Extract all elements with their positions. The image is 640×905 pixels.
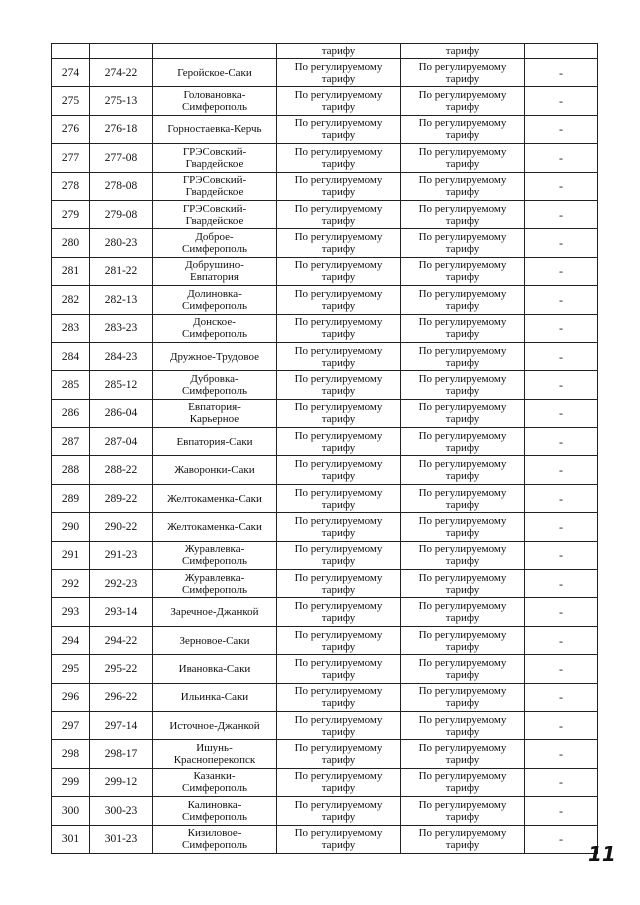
cell-tariff-1: По регулируемому тарифу bbox=[277, 342, 401, 370]
cell-code: 298-17 bbox=[90, 740, 153, 768]
cell-no: 293 bbox=[52, 598, 90, 626]
table-row bbox=[52, 570, 598, 598]
cell-route: Головановка- Симферополь bbox=[153, 87, 277, 115]
cell-route: Ивановка-Саки bbox=[153, 655, 277, 683]
cell-route: Горностаевка-Керчь bbox=[153, 115, 277, 143]
cell-tariff-1: По регулируемому тарифу bbox=[277, 797, 401, 825]
cell-tariff-1: По регулируемому тарифу bbox=[277, 428, 401, 456]
cell-tariff-1: тарифу bbox=[277, 44, 401, 59]
cell-no: 284 bbox=[52, 342, 90, 370]
cell-tariff-2: По регулируемому тарифу bbox=[401, 513, 525, 541]
table-row bbox=[52, 371, 598, 399]
cell-no: 295 bbox=[52, 655, 90, 683]
cell-note: - bbox=[525, 570, 598, 598]
cell-tariff-2: По регулируемому тарифу bbox=[401, 115, 525, 143]
cell-tariff-2: По регулируемому тарифу bbox=[401, 456, 525, 484]
cell-code: 281-22 bbox=[90, 257, 153, 285]
cell-route: Донское- Симферополь bbox=[153, 314, 277, 342]
cell-code: 293-14 bbox=[90, 598, 153, 626]
cell-tariff-2: По регулируемому тарифу bbox=[401, 87, 525, 115]
cell-tariff-1: По регулируемому тарифу bbox=[277, 740, 401, 768]
cell-no: 285 bbox=[52, 371, 90, 399]
cell-route: Журавлевка- Симферополь bbox=[153, 570, 277, 598]
cell-route: Желтокаменка-Саки bbox=[153, 484, 277, 512]
cell-tariff-1: По регулируемому тарифу bbox=[277, 541, 401, 569]
cell-note: - bbox=[525, 598, 598, 626]
cell-note: - bbox=[525, 484, 598, 512]
cell-no: 274 bbox=[52, 59, 90, 87]
cell-code: 288-22 bbox=[90, 456, 153, 484]
cell-tariff-2: По регулируемому тарифу bbox=[401, 314, 525, 342]
cell-tariff-2: По регулируемому тарифу bbox=[401, 484, 525, 512]
cell-route: Жаворонки-Саки bbox=[153, 456, 277, 484]
cell-tariff-1: По регулируемому тарифу bbox=[277, 172, 401, 200]
cell-no: 278 bbox=[52, 172, 90, 200]
cell-tariff-1: По регулируемому тарифу bbox=[277, 825, 401, 853]
cell-code: 300-23 bbox=[90, 797, 153, 825]
cell-route: Калиновка- Симферополь bbox=[153, 797, 277, 825]
cell-route: Дружное-Трудовое bbox=[153, 342, 277, 370]
table-row bbox=[52, 456, 598, 484]
cell-route: Добрушино- Евпатория bbox=[153, 257, 277, 285]
cell-code: 274-22 bbox=[90, 59, 153, 87]
cell-no: 282 bbox=[52, 286, 90, 314]
table-row bbox=[52, 825, 598, 853]
cell-no: 292 bbox=[52, 570, 90, 598]
cell-note: - bbox=[525, 371, 598, 399]
cell-route: Заречное-Джанкой bbox=[153, 598, 277, 626]
cell-tariff-1: По регулируемому тарифу bbox=[277, 399, 401, 427]
table-row bbox=[52, 484, 598, 512]
cell-no: 289 bbox=[52, 484, 90, 512]
cell-code: 275-13 bbox=[90, 87, 153, 115]
cell-route: Дубровка- Симферополь bbox=[153, 371, 277, 399]
cell-tariff-1: По регулируемому тарифу bbox=[277, 144, 401, 172]
cell-no: 277 bbox=[52, 144, 90, 172]
table-row bbox=[52, 598, 598, 626]
cell-tariff-2: По регулируемому тарифу bbox=[401, 172, 525, 200]
cell-route: Кизиловое- Симферополь bbox=[153, 825, 277, 853]
cell-note: - bbox=[525, 59, 598, 87]
cell-note: - bbox=[525, 172, 598, 200]
cell-code: 284-23 bbox=[90, 342, 153, 370]
cell-no: 275 bbox=[52, 87, 90, 115]
table-row bbox=[52, 144, 598, 172]
table-row bbox=[52, 59, 598, 87]
table-row bbox=[52, 229, 598, 257]
cell-no: 291 bbox=[52, 541, 90, 569]
cell-note: - bbox=[525, 399, 598, 427]
table-row bbox=[52, 655, 598, 683]
cell-code: 297-14 bbox=[90, 711, 153, 739]
cell-no: 294 bbox=[52, 626, 90, 654]
cell-no: 290 bbox=[52, 513, 90, 541]
cell-code: 282-13 bbox=[90, 286, 153, 314]
cell-tariff-2: По регулируемому тарифу bbox=[401, 740, 525, 768]
cell-no: 280 bbox=[52, 229, 90, 257]
cell-tariff-2: По регулируемому тарифу bbox=[401, 428, 525, 456]
cell-note: - bbox=[525, 768, 598, 796]
cell-tariff-1: По регулируемому тарифу bbox=[277, 513, 401, 541]
cell-route: Долиновка- Симферополь bbox=[153, 286, 277, 314]
cell-route bbox=[153, 44, 277, 59]
cell-note: - bbox=[525, 541, 598, 569]
cell-note: - bbox=[525, 456, 598, 484]
cell-note: - bbox=[525, 342, 598, 370]
cell-route: Евпатория- Карьерное bbox=[153, 399, 277, 427]
cell-tariff-2: По регулируемому тарифу bbox=[401, 768, 525, 796]
cell-note: - bbox=[525, 115, 598, 143]
cell-tariff-1: По регулируемому тарифу bbox=[277, 711, 401, 739]
cell-code: 299-12 bbox=[90, 768, 153, 796]
table-row bbox=[52, 257, 598, 285]
cell-no: 298 bbox=[52, 740, 90, 768]
cell-route: Желтокаменка-Саки bbox=[153, 513, 277, 541]
cell-note: - bbox=[525, 428, 598, 456]
cell-tariff-1: По регулируемому тарифу bbox=[277, 87, 401, 115]
cell-no: 276 bbox=[52, 115, 90, 143]
cell-tariff-2: По регулируемому тарифу bbox=[401, 371, 525, 399]
cell-no: 301 bbox=[52, 825, 90, 853]
routes-table-body bbox=[52, 44, 598, 854]
cell-route: Доброе- Симферополь bbox=[153, 229, 277, 257]
cell-code: 278-08 bbox=[90, 172, 153, 200]
cell-route: Геройское-Саки bbox=[153, 59, 277, 87]
cell-note: - bbox=[525, 683, 598, 711]
cell-note: - bbox=[525, 286, 598, 314]
cell-note: - bbox=[525, 87, 598, 115]
cell-tariff-1: По регулируемому тарифу bbox=[277, 768, 401, 796]
cell-code: 285-12 bbox=[90, 371, 153, 399]
table-row bbox=[52, 286, 598, 314]
cell-code: 296-22 bbox=[90, 683, 153, 711]
cell-tariff-2: По регулируемому тарифу bbox=[401, 286, 525, 314]
cell-tariff-1: По регулируемому тарифу bbox=[277, 655, 401, 683]
cell-tariff-1: По регулируемому тарифу bbox=[277, 257, 401, 285]
cell-code: 292-23 bbox=[90, 570, 153, 598]
cell-tariff-1: По регулируемому тарифу bbox=[277, 200, 401, 228]
cell-code bbox=[90, 44, 153, 59]
table-row bbox=[52, 711, 598, 739]
table-row bbox=[52, 513, 598, 541]
cell-no: 286 bbox=[52, 399, 90, 427]
cell-note: - bbox=[525, 711, 598, 739]
cell-no: 288 bbox=[52, 456, 90, 484]
table-row bbox=[52, 740, 598, 768]
cell-note: - bbox=[525, 626, 598, 654]
cell-no: 296 bbox=[52, 683, 90, 711]
cell-tariff-1: По регулируемому тарифу bbox=[277, 570, 401, 598]
cell-note: - bbox=[525, 797, 598, 825]
table-row bbox=[52, 200, 598, 228]
cell-tariff-2: По регулируемому тарифу bbox=[401, 626, 525, 654]
cell-tariff-1: По регулируемому тарифу bbox=[277, 59, 401, 87]
cell-note: - bbox=[525, 144, 598, 172]
table-row bbox=[52, 428, 598, 456]
cell-route: ГРЭСовский- Гвардейское bbox=[153, 172, 277, 200]
page-number: 11 bbox=[588, 842, 616, 866]
routes-table bbox=[51, 43, 598, 854]
cell-tariff-2: По регулируемому тарифу bbox=[401, 399, 525, 427]
table-row bbox=[52, 541, 598, 569]
table-row bbox=[52, 626, 598, 654]
cell-no: 300 bbox=[52, 797, 90, 825]
cell-note: - bbox=[525, 314, 598, 342]
cell-route: Ильинка-Саки bbox=[153, 683, 277, 711]
cell-route: ГРЭСовский- Гвардейское bbox=[153, 200, 277, 228]
cell-tariff-2: По регулируемому тарифу bbox=[401, 797, 525, 825]
cell-code: 295-22 bbox=[90, 655, 153, 683]
table-row bbox=[52, 115, 598, 143]
cell-route: Журавлевка- Симферополь bbox=[153, 541, 277, 569]
cell-code: 277-08 bbox=[90, 144, 153, 172]
table-row bbox=[52, 683, 598, 711]
cell-note: - bbox=[525, 200, 598, 228]
cell-route: Источное-Джанкой bbox=[153, 711, 277, 739]
cell-no: 281 bbox=[52, 257, 90, 285]
cell-tariff-2: По регулируемому тарифу bbox=[401, 655, 525, 683]
cell-code: 276-18 bbox=[90, 115, 153, 143]
cell-tariff-1: По регулируемому тарифу bbox=[277, 115, 401, 143]
cell-no: 287 bbox=[52, 428, 90, 456]
cell-tariff-2: По регулируемому тарифу bbox=[401, 144, 525, 172]
cell-tariff-2: По регулируемому тарифу bbox=[401, 711, 525, 739]
table-row bbox=[52, 797, 598, 825]
table-row bbox=[52, 399, 598, 427]
cell-tariff-1: По регулируемому тарифу bbox=[277, 229, 401, 257]
cell-no: 283 bbox=[52, 314, 90, 342]
cell-tariff-2: По регулируемому тарифу bbox=[401, 598, 525, 626]
cell-tariff-1: По регулируемому тарифу bbox=[277, 598, 401, 626]
cell-no: 299 bbox=[52, 768, 90, 796]
cell-tariff-2: По регулируемому тарифу bbox=[401, 229, 525, 257]
cell-code: 291-23 bbox=[90, 541, 153, 569]
cell-code: 286-04 bbox=[90, 399, 153, 427]
cell-route: Зерновое-Саки bbox=[153, 626, 277, 654]
cell-tariff-1: По регулируемому тарифу bbox=[277, 484, 401, 512]
cell-tariff-1: По регулируемому тарифу bbox=[277, 626, 401, 654]
cell-route: ГРЭСовский- Гвардейское bbox=[153, 144, 277, 172]
cell-tariff-2: По регулируемому тарифу bbox=[401, 342, 525, 370]
cell-tariff-2: По регулируемому тарифу bbox=[401, 825, 525, 853]
cell-tariff-2: По регулируемому тарифу bbox=[401, 683, 525, 711]
cell-tariff-2: По регулируемому тарифу bbox=[401, 59, 525, 87]
cell-code: 279-08 bbox=[90, 200, 153, 228]
table-row bbox=[52, 342, 598, 370]
continuation-row bbox=[52, 44, 598, 59]
cell-tariff-1: По регулируемому тарифу bbox=[277, 683, 401, 711]
cell-note: - bbox=[525, 655, 598, 683]
cell-code: 280-23 bbox=[90, 229, 153, 257]
cell-code: 290-22 bbox=[90, 513, 153, 541]
cell-tariff-2: тарифу bbox=[401, 44, 525, 59]
cell-no bbox=[52, 44, 90, 59]
cell-no: 297 bbox=[52, 711, 90, 739]
cell-tariff-2: По регулируемому тарифу bbox=[401, 570, 525, 598]
cell-code: 287-04 bbox=[90, 428, 153, 456]
cell-route: Казанки- Симферополь bbox=[153, 768, 277, 796]
cell-note: - bbox=[525, 513, 598, 541]
cell-code: 294-22 bbox=[90, 626, 153, 654]
cell-code: 283-23 bbox=[90, 314, 153, 342]
cell-code: 289-22 bbox=[90, 484, 153, 512]
cell-route: Ишунь- Красноперекопск bbox=[153, 740, 277, 768]
cell-tariff-2: По регулируемому тарифу bbox=[401, 200, 525, 228]
table-row bbox=[52, 768, 598, 796]
cell-note: - bbox=[525, 257, 598, 285]
cell-code: 301-23 bbox=[90, 825, 153, 853]
cell-note: - bbox=[525, 229, 598, 257]
table-row bbox=[52, 172, 598, 200]
cell-no: 279 bbox=[52, 200, 90, 228]
table-row bbox=[52, 314, 598, 342]
cell-tariff-1: По регулируемому тарифу bbox=[277, 456, 401, 484]
cell-tariff-1: По регулируемому тарифу bbox=[277, 286, 401, 314]
table-row bbox=[52, 87, 598, 115]
cell-note: - bbox=[525, 825, 598, 853]
cell-tariff-2: По регулируемому тарифу bbox=[401, 257, 525, 285]
cell-route: Евпатория-Саки bbox=[153, 428, 277, 456]
cell-note: - bbox=[525, 740, 598, 768]
cell-tariff-1: По регулируемому тарифу bbox=[277, 371, 401, 399]
cell-note bbox=[525, 44, 598, 59]
cell-tariff-1: По регулируемому тарифу bbox=[277, 314, 401, 342]
cell-tariff-2: По регулируемому тарифу bbox=[401, 541, 525, 569]
